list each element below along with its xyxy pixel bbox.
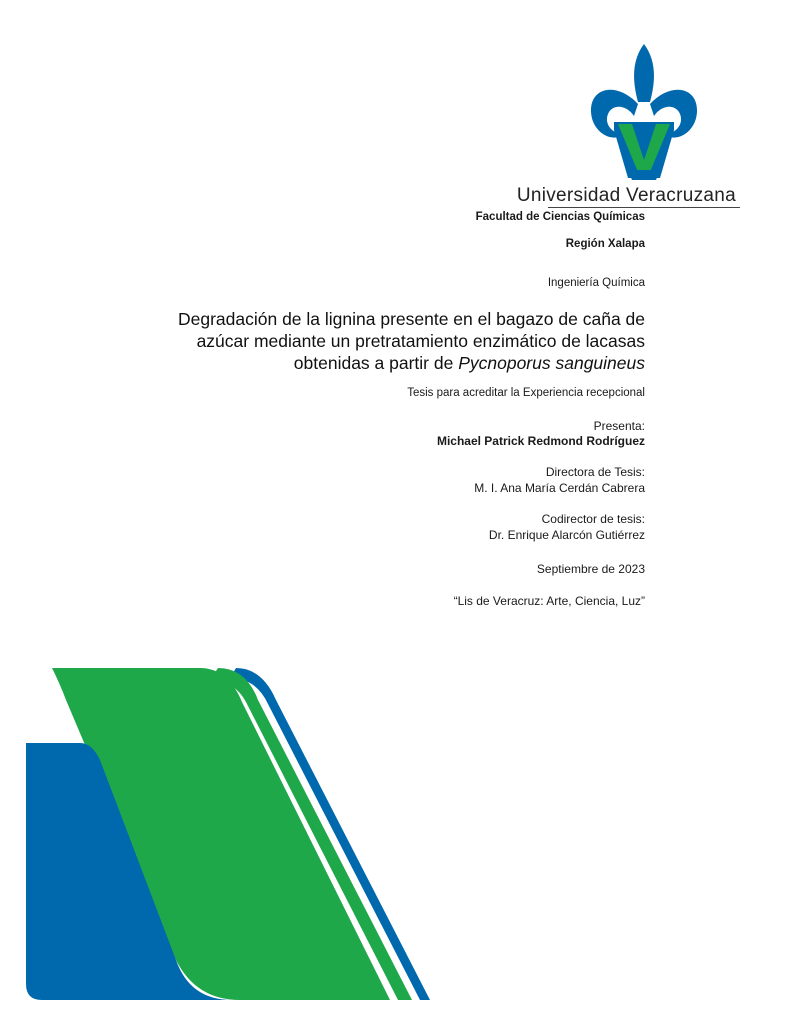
motto-text: “Lis de Veracruz: Arte, Ciencia, Luz” [453,594,645,608]
species-name: Pycnoporus sanguineus [458,353,645,373]
faculty-name: Facultad de Ciencias Químicas [475,211,645,223]
presenter-label: Presenta: [593,419,645,433]
thesis-purpose: Tesis para acreditar la Experiencia recepcional [407,387,645,399]
codirector-label: Codirector de tesis: [541,512,645,526]
thesis-title-prefix: obtenidas a partir de [293,353,459,373]
director-label: Directora de Tesis: [545,465,645,479]
thesis-title-line-2: azúcar mediante un pretratamiento enzimático de lacasas [196,331,645,351]
date-text: Septiembre de 2023 [536,562,645,576]
region-name: Región Xalapa [565,238,645,250]
presenter-name: Michael Patrick Redmond Rodríguez [436,434,645,448]
codirector-name: Dr. Enrique Alarcón Gutiérrez [488,528,645,542]
director-name: M. I. Ana María Cerdán Cabrera [474,481,645,495]
university-name: Universidad Veracruzana [516,185,736,206]
program-name: Ingeniería Química [547,277,645,289]
thesis-title-line-1: Degradación de la lignina presente en el bagazo de caña de [177,309,645,329]
